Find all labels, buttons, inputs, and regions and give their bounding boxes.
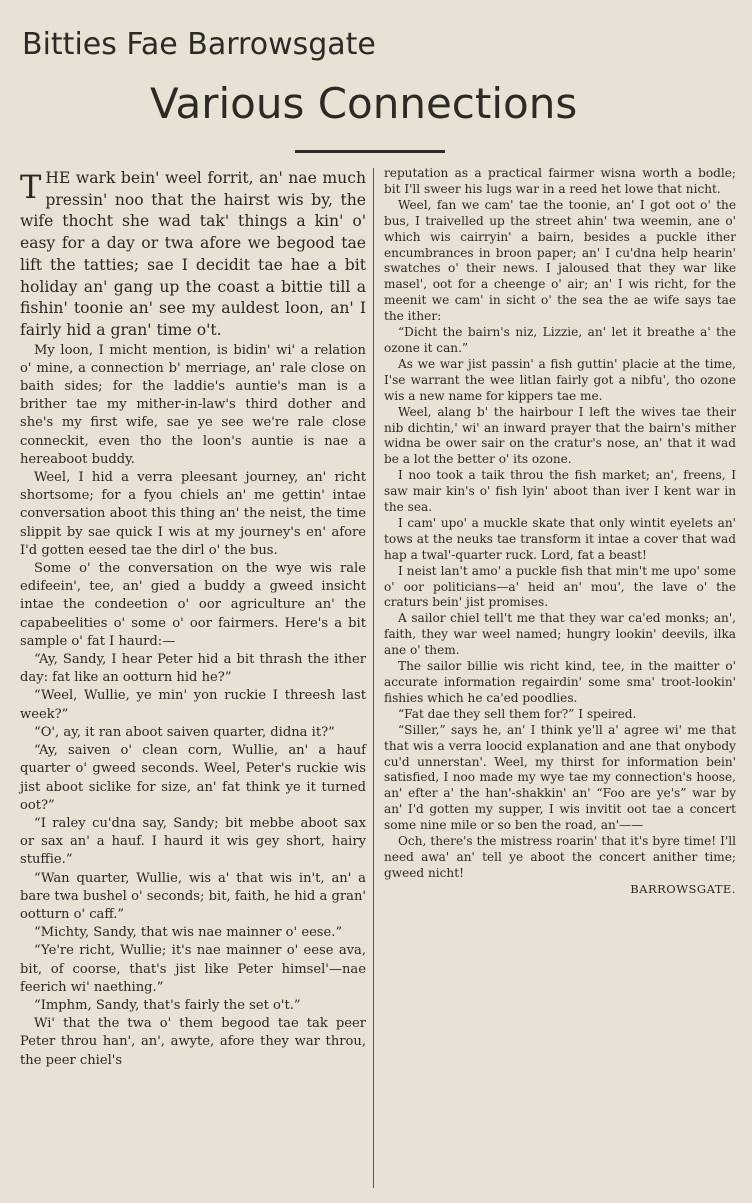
dialogue-line: “Dicht the bairn's niz, Lizzie, an' let it breathe a' the ozone it can.” bbox=[384, 325, 736, 355]
paragraph: As we war jist passin' a fish guttin' placie at the time, I'se warrant the wee litlan fairly got a nibfu', tho ozone wis a new name for kippers tae me. bbox=[384, 356, 736, 403]
article-column-1 bbox=[20, 168, 366, 1070]
paragraph: Weel, alang b' the hairbour I left the wives tae their nib dichtin,' wi' an inward prayer that the bairn's mither widna be ower sair on the cratur's nose, an' that it wad be a lot the better o' its ozone. bbox=[384, 404, 736, 467]
dialogue-line: “Imphm, Sandy, that's fairly the set o't.” bbox=[34, 997, 301, 1013]
dialogue-line: “Fat dae they sell them for?” I speired. bbox=[398, 706, 637, 721]
paragraph: Some o' the conversation on the wye wis rale edifeein', tee, an' gied a buddy a gweed insicht intae the condeetion o' oor agriculture an' the capabeelities o' some o' oor fairmers. Here's a bit sample o' fat I haurd:— bbox=[20, 561, 366, 649]
paragraph: Wi' that the twa o' them begood tae tak peer Peter throu han', an', awyte, afore they war throu, the peer chiel's bbox=[20, 1016, 366, 1068]
byline: BARROWSGATE. bbox=[630, 881, 736, 896]
paragraph: Weel, I hid a verra pleesant journey, an' richt shortsome; for a fyou chiels an' me gettin' intae conversation aboot this thing an' the neist, the time slippit by sae quick I wis at my journey's en' afore I'd gotten eesed tae the dirl o' the bus. bbox=[20, 470, 366, 558]
column-kicker: Bitties Fae Barrowsgate bbox=[22, 27, 376, 62]
paragraph: I neist lan't amo' a puckle fish that min't me upo' some o' oor politicians—a' heid an' mou', the lave o' the craturs bein' jist promises. bbox=[384, 563, 736, 610]
column-divider bbox=[373, 168, 374, 1188]
article-headline: Various Connections bbox=[150, 79, 578, 128]
dialogue-line: “I raley cu'dna say, Sandy; bit mebbe aboot sax or sax an' a hauf. I haurd it wis gey short, hairy stuffie.” bbox=[20, 815, 366, 868]
dialogue-line: “Ay, saiven o' clean corn, Wullie, an' a hauf quarter o' gweed seconds. Weel, Peter's ruckie wis jist aboot siclike for size, an' fat think ye it turned oot?” bbox=[20, 743, 366, 813]
paragraph: Och, there's the mistress roarin' that it's byre time! I'll need awa' an' tell ye aboot the concert anither time; gweed nicht! bbox=[384, 834, 736, 880]
paragraph: I noo took a taik throu the fish market; an', freens, I saw mair kin's o' fish lyin' aboot than iver I kent war in the sea. bbox=[384, 468, 736, 515]
dialogue-line: “Michty, Sandy, that wis nae mainner o' eese.” bbox=[34, 925, 343, 941]
paragraph: I cam' upo' a muckle skate that only wintit eyelets an' tows at the neuks tae transform it intae a cover that wad hap a twal'-quarter ruck. Lord, fat a beast! bbox=[384, 515, 736, 562]
continued-paragraph: reputation as a practical fairmer wisna worth a bodle; bit I'll sweer his lugs war in a reed het lowe that nicht. bbox=[384, 166, 736, 196]
lede-text: HE wark bein' weel forrit, an' nae much pressin' noo that the hairst wis by, the wife thocht she wad tak' things a kin' o' easy for a day or twa afore we begood tae lift the tatties; sae I decidit tae hae a bit holiday an' gang up the coast a bittie till a fishin' toonie an' see my auldest loon, an' I fairly hid a gran' time o't. bbox=[20, 169, 366, 339]
dialogue-line: “O', ay, it ran aboot saiven quarter, didna it?” bbox=[34, 724, 335, 740]
dialogue-line: “Ye're richt, Wullie; it's nae mainner o' eese ava, bit, of coorse, that's jist like Peter himsel'—nae feerich wi' naething.” bbox=[20, 943, 366, 995]
dialogue-line: “Ay, Sandy, I hear Peter hid a bit thrash the ither day: fat like an ootturn hid he?” bbox=[20, 652, 366, 686]
title-rule bbox=[295, 150, 445, 153]
paragraph: The sailor billie wis richt kind, tee, in the maitter o' accurate information regairdin' some sma' troot-lookin' fishies which he ca'ed poodlies. bbox=[384, 659, 736, 705]
dialogue-line: “Wan quarter, Wullie, wis a' that wis in't, an' a bare twa bushel o' seconds; bit, faith, he hid a gran' ootturn o' caff.” bbox=[20, 870, 366, 922]
paragraph: “Siller,” says he, an' I think ye'll a' agree wi' me that that wis a verra loocid explanation and ane that onybody cu'd unnerstan'. Weel, my thirst for information bein' satisfied, I noo made my wye tae my connection's hoose, an' efter a' the han'-shakkin' an' “Foo are ye's” war by an' I'd gotten my supper, I wis invitit oot tae a concert some nine mile or so ben the road, an'—— bbox=[384, 722, 736, 833]
paragraph: Weel, fan we cam' tae the toonie, an' I got oot o' the bus, I traivelled up the street ahin' twa weemin, ane o' which wis cairryin' a bairn, besides a puckle ither encumbrances in broon paper; an' I cu'dna help hearin' swatches o' their news. I jaloused that they war like masel', oot for a cheenge o' air; an' I wis richt, for the meenit we cam' in sicht o' the sea the ae wife says tae the ither: bbox=[384, 197, 736, 324]
paragraph: My loon, I micht mention, is bidin' wi' a relation o' mine, a connection b' merriage, an' rale close on baith sides; for the laddie's auntie's man is a brither tae my mither-in-law's third dother and she's my first wife, sae ye see we're rale close conneckit, even tho the loon's auntie is nae a hereaboot buddy. bbox=[20, 342, 366, 467]
drop-cap: T bbox=[20, 168, 42, 206]
lede-paragraph bbox=[20, 168, 366, 342]
paragraph: A sailor chiel tell't me that they war ca'ed monks; an', faith, they war weel named; hungry lookin' deevils, ilka ane o' them. bbox=[384, 611, 736, 658]
article-column-2 bbox=[384, 166, 736, 898]
dialogue-line: “Weel, Wullie, ye min' yon ruckie I threesh last week?” bbox=[20, 688, 366, 722]
